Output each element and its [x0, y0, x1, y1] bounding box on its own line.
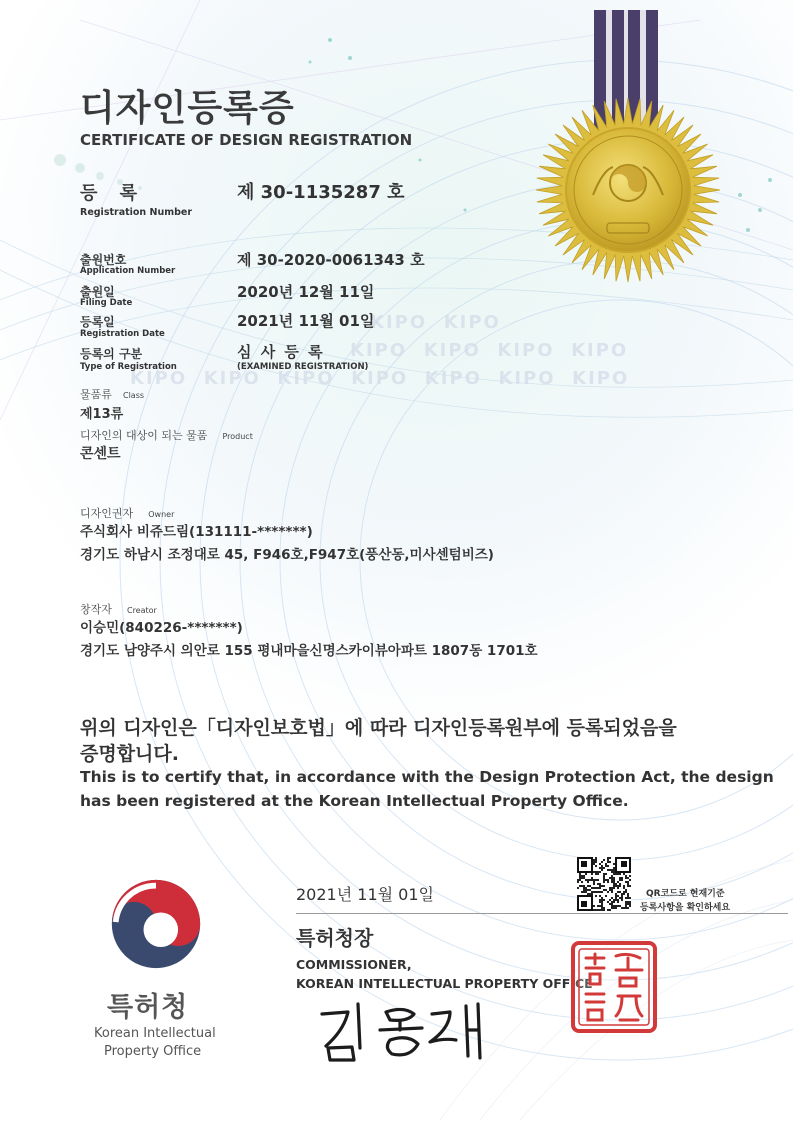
- owner-name: 주식회사 비쥬드림(131111-*******): [80, 524, 313, 540]
- product-label-ko: 디자인의 대상이 되는 물품: [80, 429, 208, 442]
- registration-number: 제 30-1135287 호: [237, 182, 405, 203]
- registration-type-value: 심 사 등 록: [237, 343, 325, 361]
- registration-label-en: Registration Number: [80, 207, 193, 218]
- application-number-label-ko: 출원번호: [80, 253, 127, 267]
- gold-seal-icon: [533, 95, 723, 285]
- registration-date-label-ko: 등록일: [80, 315, 115, 329]
- product-label: [80, 424, 253, 443]
- kipo-taeguk-logo-icon: [108, 876, 204, 972]
- commissioner-line2: KOREAN INTELLECTUAL PROPERTY OFFICE: [296, 976, 593, 991]
- qr-code-icon[interactable]: [577, 857, 631, 911]
- registration-label-ko: 등 록: [80, 183, 146, 204]
- class-value: 제13류: [80, 407, 124, 422]
- creator-label-ko: 창작자: [80, 603, 112, 616]
- certificate-title-en: CERTIFICATE OF DESIGN REGISTRATION: [80, 131, 413, 149]
- owner-label-en: Owner: [148, 510, 175, 519]
- class-label: [80, 383, 144, 402]
- owner-label-ko: 디자인권자: [80, 507, 134, 520]
- office-name-ko: 특허청: [107, 992, 189, 1023]
- commissioner-title-ko: 특허청장: [296, 926, 374, 950]
- certification-en-line2: has been registered at the Korean Intellectual Property Office.: [80, 792, 629, 810]
- office-name-en-line1: Korean Intellectual: [94, 1026, 216, 1041]
- filing-date-label-ko: 출원일: [80, 285, 115, 299]
- registration-type-label-ko: 등록의 구분: [80, 347, 143, 361]
- application-number-value: 제 30-2020-0061343 호: [237, 251, 425, 269]
- certification-en-line1: This is to certify that, in accordance with the Design Protection Act, the design: [80, 768, 774, 786]
- product-label-en: Product: [222, 432, 253, 441]
- official-stamp-icon: [570, 940, 658, 1034]
- registration-date-value: 2021년 11월 01일: [237, 312, 375, 330]
- qr-caption-line1: QR코드로 현재기준: [646, 889, 725, 899]
- watermark-row-1: KIPO KIPO: [370, 312, 501, 333]
- commissioner-line1: COMMISSIONER,: [296, 957, 412, 972]
- certificate-title-ko: 디자인등록증: [80, 88, 295, 129]
- owner-label: [80, 502, 174, 521]
- certification-ko-line2: 증명합니다.: [80, 743, 179, 765]
- registration-date-label-en: Registration Date: [80, 329, 165, 339]
- creator-label: [80, 598, 157, 617]
- watermark-row-2: KIPO KIPO KIPO KIPO: [350, 340, 629, 361]
- application-number-label-en: Application Number: [80, 266, 176, 276]
- filing-date-label-en: Filing Date: [80, 298, 133, 308]
- date-divider: [296, 913, 788, 914]
- qr-caption-line2: 등록사항을 확인하세요: [640, 903, 731, 913]
- registration-type-sub: (EXAMINED REGISTRATION): [237, 362, 369, 372]
- office-name-en-line2: Property Office: [104, 1044, 202, 1059]
- issue-date: 2021년 11월 01일: [296, 885, 434, 904]
- creator-address: 경기도 남양주시 의안로 155 평내마을신명스카이뷰아파트 1807동 1701호: [80, 643, 538, 659]
- certification-ko-line1: 위의 디자인은「디자인보호법」에 따라 디자인등록원부에 등록되었음을: [80, 717, 677, 739]
- filing-date-value: 2020년 12월 11일: [237, 283, 375, 301]
- commissioner-signature: [318, 1000, 493, 1062]
- watermark-row-3: KIPO KIPO KIPO KIPO KIPO KIPO KIPO: [130, 368, 630, 389]
- product-value: 콘센트: [80, 446, 121, 462]
- creator-label-en: Creator: [126, 606, 157, 615]
- class-label-en: Class: [122, 391, 145, 400]
- owner-address: 경기도 하남시 조정대로 45, F946호,F947호(풍산동,미사센텀비즈): [80, 547, 494, 563]
- creator-name: 이승민(840226-*******): [80, 620, 243, 636]
- class-label-ko: 물품류: [80, 388, 112, 401]
- registration-type-label-en: Type of Registration: [80, 362, 177, 372]
